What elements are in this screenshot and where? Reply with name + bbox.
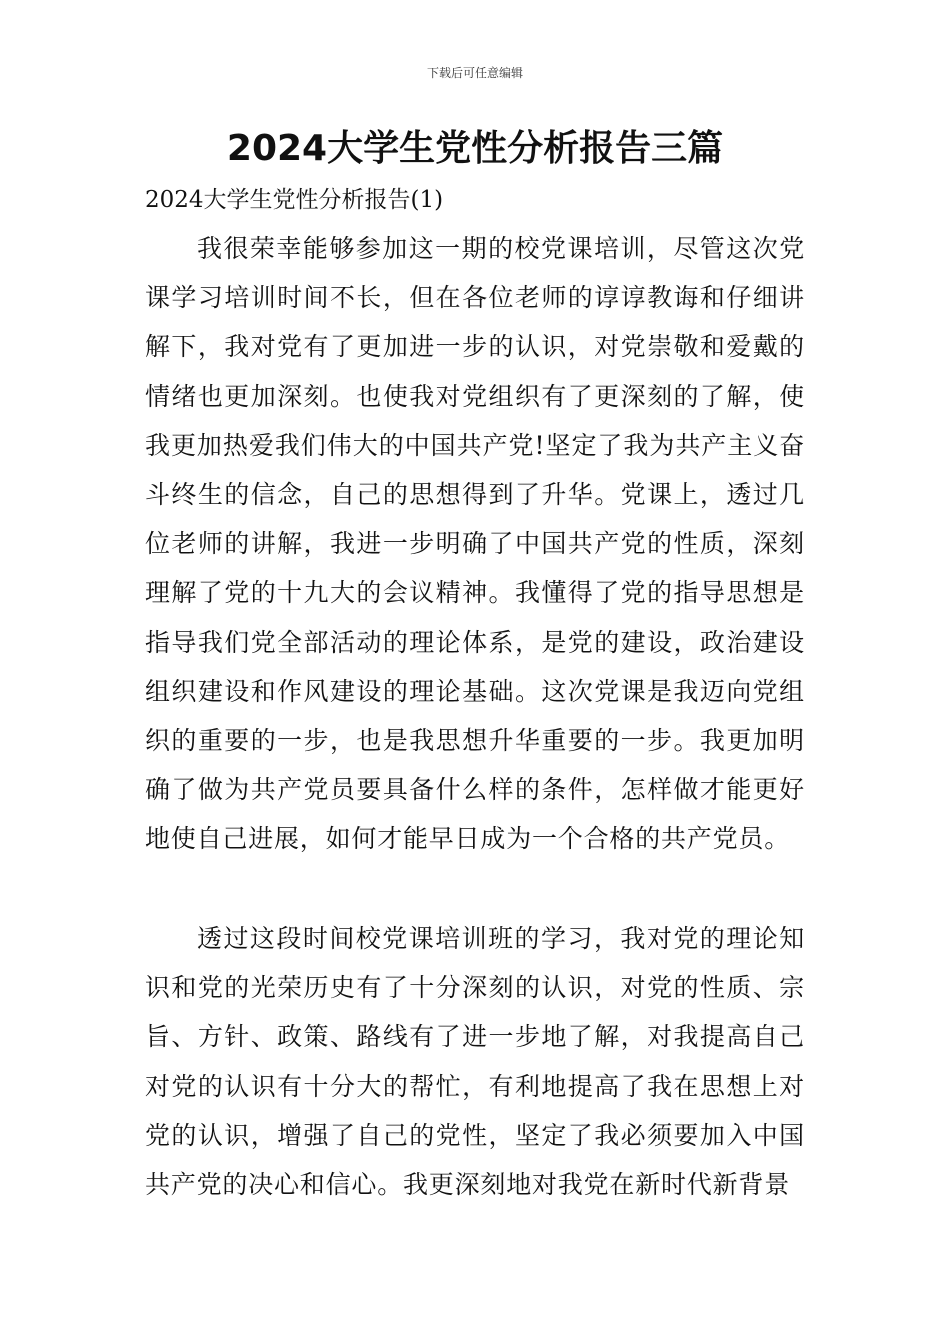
body-paragraph-1: 我很荣幸能够参加这一期的校党课培训，尽管这次党课学习培训时间不长，但在各位老师的谆谆教诲和仔细讲解下，我对党有了更加进一步的认识，对党崇敬和爱戴的情绪也更加深刻。也使我对党组织有了更深刻的了解，使我更加热爱我们伟大的中国共产党!坚定了我为共产主义奋斗终生的信念，自己的思想得到了升华。党课上，透过几位老师的讲解，我进一步明确了中国共产党的性质，深刻理解了党的十九大的会议精神。我懂得了党的指导思想是指导我们党全部活动的理论体系，是党的建设，政治建设组织建设和作风建设的理论基础。这次党课是我迈向党组织的重要的一步，也是我思想升华重要的一步。我更加明确了做为共产党员要具备什么样的条件，怎样做才能更好地使自己进展，如何才能早日成为一个合格的共产党员。 [145, 234, 805, 854]
header-note: 下载后可任意编辑 [426, 66, 523, 80]
section-title: 2024大学生党性分析报告(1) [145, 187, 444, 213]
body-paragraph-2: 透过这段时间校党课培训班的学习，我对党的理论知识和党的光荣历史有了十分深刻的认识，对党的性质、宗旨、方针、政策、路线有了进一步地了解，对我提高自己对党的认识有十分大的帮忙，有利地提高了我在思想上对党的认识，增强了自己的党性，坚定了我必须要加入中国共产党的决心和信心。我更深刻地对我党在新时代新背景 [145, 924, 805, 1200]
document-title: 2024大学生党性分析报告三篇 [226, 128, 724, 169]
